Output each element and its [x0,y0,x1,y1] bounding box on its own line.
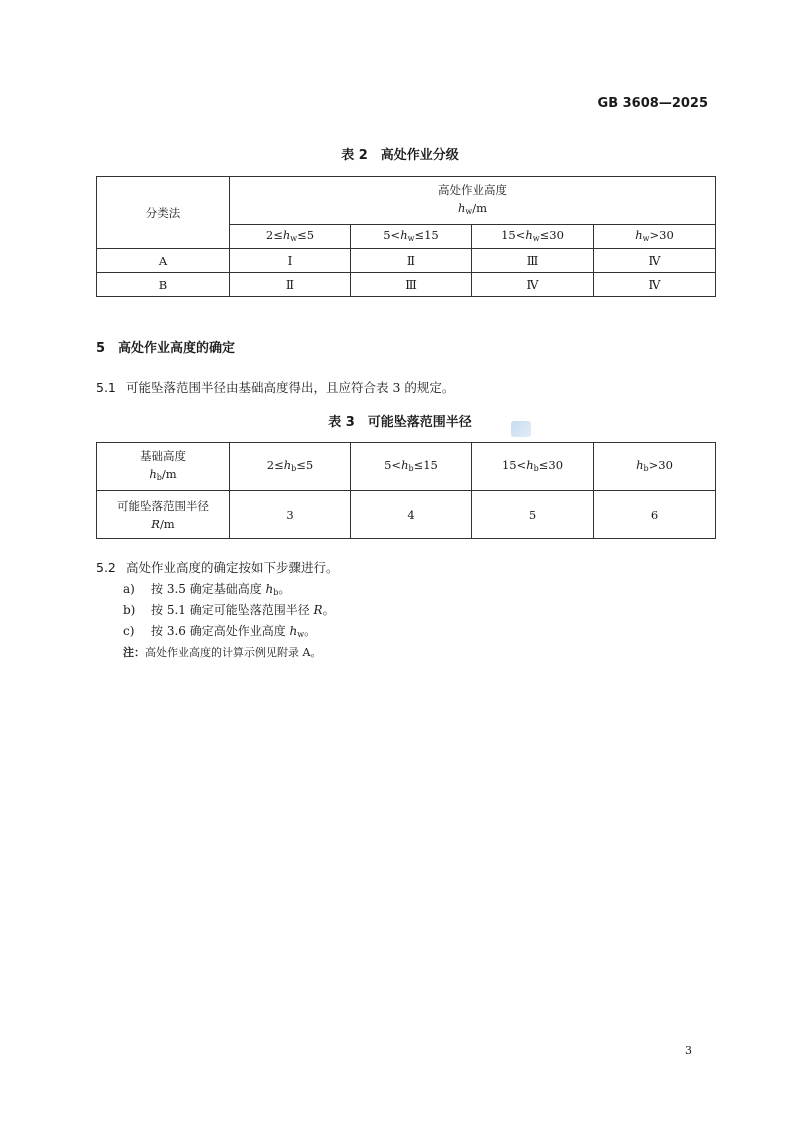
table3-col-header: $h_b>30$ [594,443,716,491]
table2-col-header: $5<h_w\le 15$ [351,225,472,249]
table-cell: 6 [594,491,716,539]
clause-5-1 [96,378,454,396]
table2-row-label: A [97,249,230,273]
table2-corner-label: 分类法 [97,177,230,249]
clause-text: 可能坠落范围半径由基础高度得出，且应符合表 3 的规定。 [126,380,455,395]
section-5-heading: 5 高处作业高度的确定 [96,341,236,356]
table2-col-header: $h_w>30$ [594,225,716,249]
clause-number: 5.1 [96,380,116,395]
table-cell: Ⅳ [594,249,716,273]
table2-group-title: 高处作业高度 [438,182,507,197]
table-cell: Ⅲ [472,249,594,273]
table3-col-header: $2\le h_b\le 5$ [230,443,351,491]
table-cell: Ⅳ [472,273,594,297]
table-cell: Ⅰ [230,249,351,273]
table-cell: 3 [230,491,351,539]
list-item: c) 按 3.6 确定高处作业高度 $h_w$。 [123,624,317,639]
watermark-logo [511,421,531,437]
table3-col-header: $15<h_b\le 30$ [472,443,594,491]
table2-group-unit: $h_w/m$ [457,200,488,216]
table-cell: Ⅲ [351,273,472,297]
table-row [97,443,716,491]
note-text: 高处作业高度的计算示例见附录 A。 [145,646,322,659]
table2-col-header: $2\le h_w\le 5$ [230,225,351,249]
standard-number: GB 3608—2025 [597,96,708,111]
table2-row-label: B [97,273,230,297]
note-label: 注： [123,646,145,659]
list-item: b) 按 5.1 确定可能坠落范围半径 R。 [123,603,335,617]
table-row [97,273,716,297]
table3-fall-radius [96,442,716,539]
list-item: a) 按 3.5 确定基础高度 $h_b$。 [123,582,291,597]
table2-caption: 表 2 高处作业分级 [341,148,459,163]
table-row [97,249,716,273]
table2-group-header [230,177,716,225]
clause-number: 5.2 [96,560,116,575]
table-cell: 4 [351,491,472,539]
table3-row-label: 可能坠落范围半径 R/m [97,491,230,539]
table-cell: Ⅱ [351,249,472,273]
table-cell: Ⅱ [230,273,351,297]
table2-col-header: $15<h_w\le 30$ [472,225,594,249]
table3-row-label: 基础高度 $h_b/m$ [97,443,230,491]
table2-height-classification [96,176,716,297]
note [123,644,321,660]
table3-caption: 表 3 可能坠落范围半径 [328,415,472,430]
table-cell: Ⅳ [594,273,716,297]
table3-col-header: $5<h_b\le 15$ [351,443,472,491]
clause-5-2 [96,558,339,576]
clause-text: 高处作业高度的确定按如下步骤进行。 [126,560,339,575]
table-row [97,491,716,539]
page-number: 3 [685,1044,692,1057]
table-cell: 5 [472,491,594,539]
